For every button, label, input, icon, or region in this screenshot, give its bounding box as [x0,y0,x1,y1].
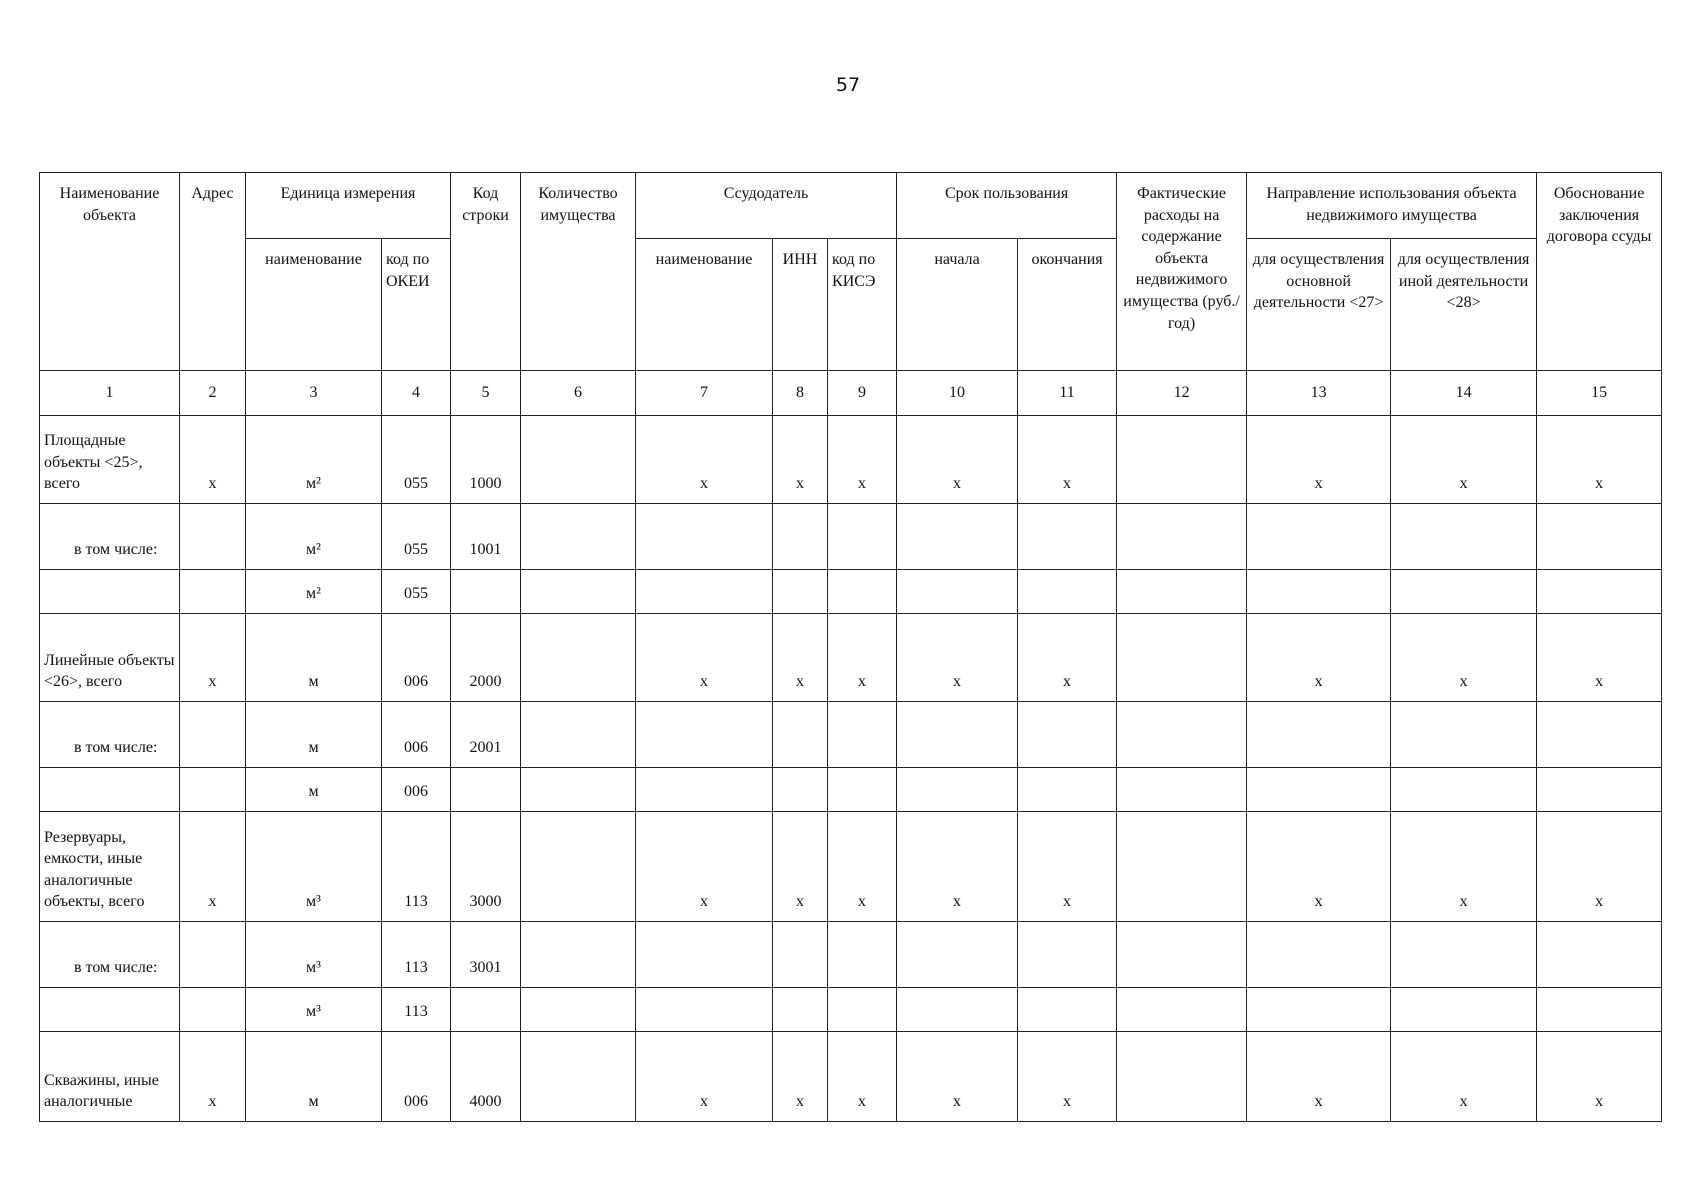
cell-term-end [1018,702,1117,768]
cell-name: Линейные объекты <26>, всего [40,614,180,702]
cell-basis [1537,922,1662,988]
cell-line-code: 1000 [451,416,521,504]
cell-name: Резервуары, емкости, иные аналогичные объекты, всего [40,812,180,922]
cell-expenses [1117,812,1247,922]
cell-basis [1537,768,1662,812]
cell-address [180,922,246,988]
cell-address: x [180,812,246,922]
cell-term-end [1018,988,1117,1032]
cell-line-code: 1001 [451,504,521,570]
cell-lender-name [636,988,773,1032]
column-number: 9 [828,371,897,416]
cell-address: x [180,614,246,702]
cell-direction-other [1391,504,1537,570]
column-number: 6 [521,371,636,416]
cell-direction-other [1391,570,1537,614]
cell-unit: м² [246,570,382,614]
column-number: 11 [1018,371,1117,416]
cell-name: в том числе: [40,922,180,988]
cell-expenses [1117,570,1247,614]
col-header-basis: Обоснование заключения договора ссуды [1537,173,1662,371]
cell-direction-other: x [1391,614,1537,702]
cell-okei: 006 [382,614,451,702]
cell-address [180,570,246,614]
cell-lender-name: x [636,416,773,504]
cell-basis: x [1537,416,1662,504]
table-body [40,416,1662,1122]
column-number: 10 [897,371,1018,416]
cell-term-end [1018,922,1117,988]
col-header-inn: ИНН [773,239,828,371]
cell-inn [773,768,828,812]
table-row [40,570,1662,614]
cell-lender-name: x [636,812,773,922]
cell-quantity [521,504,636,570]
cell-term-start [897,570,1018,614]
col-header-expenses: Фактические расходы на содержание объекта недвижимого имущества (руб./год) [1117,173,1247,371]
cell-expenses [1117,614,1247,702]
cell-direction-other: x [1391,416,1537,504]
column-number: 14 [1391,371,1537,416]
cell-basis [1537,504,1662,570]
cell-address: x [180,416,246,504]
cell-kise [828,504,897,570]
col-header-kise: код по КИСЭ [828,239,897,371]
col-header-term-start: начала [897,239,1018,371]
cell-inn [773,570,828,614]
cell-lender-name: x [636,614,773,702]
cell-address: x [180,1032,246,1122]
column-number: 15 [1537,371,1662,416]
cell-direction-main: x [1247,812,1391,922]
cell-basis [1537,702,1662,768]
cell-expenses [1117,504,1247,570]
header-row-1 [40,173,1662,239]
cell-direction-main [1247,702,1391,768]
cell-inn [773,504,828,570]
cell-quantity [521,1032,636,1122]
cell-name: в том числе: [40,504,180,570]
table-row [40,614,1662,702]
cell-kise: x [828,614,897,702]
cell-name: в том числе: [40,702,180,768]
col-header-direction-other: для осуществления иной деятельности <28> [1391,239,1537,371]
cell-direction-other [1391,988,1537,1032]
cell-direction-main: x [1247,614,1391,702]
cell-expenses [1117,988,1247,1032]
cell-line-code [451,988,521,1032]
cell-term-end: x [1018,614,1117,702]
cell-unit: м [246,702,382,768]
cell-basis: x [1537,812,1662,922]
cell-okei: 113 [382,812,451,922]
header-row-2 [40,239,1662,371]
cell-direction-other [1391,702,1537,768]
cell-direction-main: x [1247,416,1391,504]
cell-quantity [521,416,636,504]
cell-unit: м³ [246,922,382,988]
cell-direction-other [1391,922,1537,988]
cell-quantity [521,702,636,768]
column-number: 3 [246,371,382,416]
col-header-lender-name: наименование [636,239,773,371]
cell-basis: x [1537,1032,1662,1122]
cell-unit: м³ [246,988,382,1032]
cell-direction-other: x [1391,812,1537,922]
cell-quantity [521,614,636,702]
cell-direction-main: x [1247,1032,1391,1122]
cell-name [40,988,180,1032]
cell-address [180,768,246,812]
cell-inn [773,922,828,988]
cell-direction-main [1247,504,1391,570]
cell-line-code [451,768,521,812]
col-header-unit: Единица измерения [246,173,451,239]
cell-basis [1537,570,1662,614]
column-number: 4 [382,371,451,416]
cell-okei: 006 [382,702,451,768]
cell-term-start [897,988,1018,1032]
table-row [40,416,1662,504]
table-row [40,812,1662,922]
cell-address [180,504,246,570]
cell-line-code [451,570,521,614]
cell-basis [1537,988,1662,1032]
cell-line-code: 2000 [451,614,521,702]
col-header-quantity: Количество имущества [521,173,636,371]
cell-expenses [1117,1032,1247,1122]
cell-term-end: x [1018,416,1117,504]
cell-term-start [897,922,1018,988]
cell-direction-main [1247,988,1391,1032]
cell-okei: 055 [382,416,451,504]
cell-inn [773,702,828,768]
column-numbers-row [40,371,1662,416]
cell-inn: x [773,416,828,504]
column-number: 5 [451,371,521,416]
cell-line-code: 2001 [451,702,521,768]
cell-line-code: 3001 [451,922,521,988]
cell-inn [773,988,828,1032]
cell-kise [828,768,897,812]
cell-term-end [1018,768,1117,812]
cell-okei: 055 [382,504,451,570]
cell-term-start [897,504,1018,570]
cell-basis: x [1537,614,1662,702]
cell-direction-main [1247,922,1391,988]
col-header-term-end: окончания [1018,239,1117,371]
cell-okei: 113 [382,988,451,1032]
table-row [40,702,1662,768]
cell-kise: x [828,1032,897,1122]
column-number: 13 [1247,371,1391,416]
cell-term-start [897,702,1018,768]
column-number: 8 [773,371,828,416]
cell-unit: м³ [246,812,382,922]
cell-term-end [1018,504,1117,570]
cell-quantity [521,922,636,988]
cell-lender-name [636,504,773,570]
cell-direction-main [1247,768,1391,812]
page-number: 57 [835,74,861,96]
column-number: 7 [636,371,773,416]
cell-term-start [897,768,1018,812]
cell-line-code: 3000 [451,812,521,922]
cell-direction-other: x [1391,1032,1537,1122]
cell-address [180,988,246,1032]
table-row [40,504,1662,570]
cell-lender-name [636,922,773,988]
cell-quantity [521,768,636,812]
cell-okei: 006 [382,768,451,812]
cell-inn: x [773,1032,828,1122]
cell-expenses [1117,416,1247,504]
cell-lender-name: x [636,1032,773,1122]
cell-direction-main [1247,570,1391,614]
cell-expenses [1117,702,1247,768]
cell-term-start: x [897,614,1018,702]
table-row [40,988,1662,1032]
col-header-lender: Ссудодатель [636,173,897,239]
cell-quantity [521,570,636,614]
cell-lender-name [636,768,773,812]
cell-term-end [1018,570,1117,614]
col-header-address: Адрес [180,173,246,371]
cell-name: Площадные объекты <25>, всего [40,416,180,504]
col-header-okei: код по ОКЕИ [382,239,451,371]
column-number: 2 [180,371,246,416]
cell-unit: м [246,768,382,812]
cell-okei: 113 [382,922,451,988]
cell-kise: x [828,416,897,504]
col-header-line-code: Код строки [451,173,521,371]
cell-term-start: x [897,416,1018,504]
cell-kise [828,988,897,1032]
cell-quantity [521,988,636,1032]
cell-inn: x [773,614,828,702]
table-row [40,768,1662,812]
cell-unit: м² [246,504,382,570]
col-header-name: Наименование объекта [40,173,180,371]
cell-term-start: x [897,812,1018,922]
cell-address [180,702,246,768]
cell-unit: м² [246,416,382,504]
cell-term-end: x [1018,812,1117,922]
cell-kise: x [828,812,897,922]
cell-lender-name [636,702,773,768]
cell-name [40,570,180,614]
cell-kise [828,922,897,988]
col-header-term: Срок пользования [897,173,1117,239]
cell-name: Скважины, иные аналогичные [40,1032,180,1122]
col-header-direction: Направление использования объекта недвижимого имущества [1247,173,1537,239]
cell-kise [828,570,897,614]
cell-expenses [1117,922,1247,988]
table-row [40,922,1662,988]
cell-unit: м [246,1032,382,1122]
cell-okei: 055 [382,570,451,614]
cell-expenses [1117,768,1247,812]
cell-lender-name [636,570,773,614]
cell-quantity [521,812,636,922]
cell-okei: 006 [382,1032,451,1122]
cell-direction-other [1391,768,1537,812]
cell-term-start: x [897,1032,1018,1122]
table-row [40,1032,1662,1122]
cell-term-end: x [1018,1032,1117,1122]
property-table [39,172,1662,1122]
cell-name [40,768,180,812]
column-number: 12 [1117,371,1247,416]
cell-kise [828,702,897,768]
col-header-unit-name: наименование [246,239,382,371]
column-number: 1 [40,371,180,416]
cell-line-code: 4000 [451,1032,521,1122]
cell-inn: x [773,812,828,922]
col-header-direction-main: для осуществления основной деятельности <27> [1247,239,1391,371]
cell-unit: м [246,614,382,702]
